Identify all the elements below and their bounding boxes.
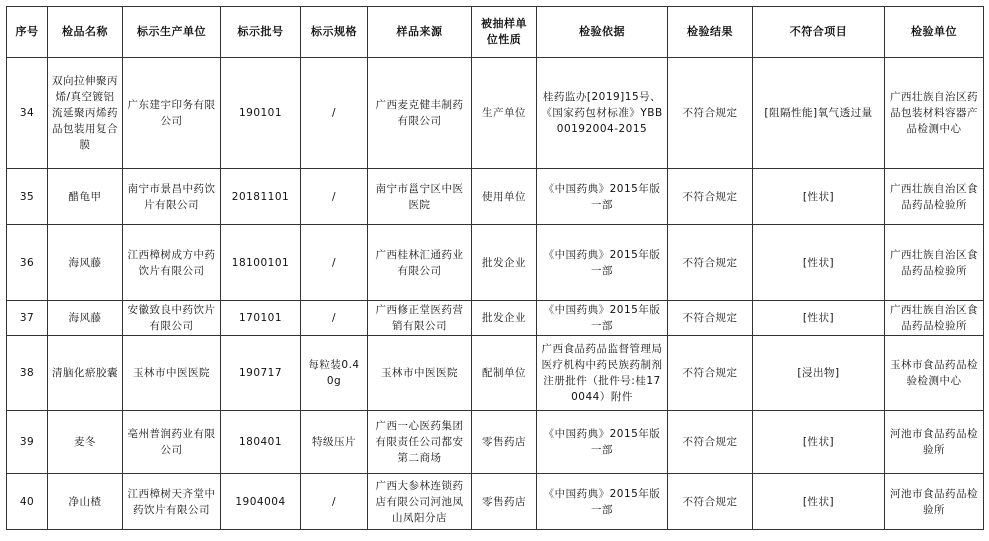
cell-col-result: 不符合规定: [668, 411, 753, 474]
table-row: [7, 225, 984, 301]
cell-col-product-name: 净山楂: [48, 474, 123, 530]
cell-col-index: 37: [7, 301, 48, 336]
cell-col-sampled-unit-type: 批发企业: [472, 225, 537, 301]
cell-col-manufacturer: 江西樟树成方中药饮片有限公司: [123, 225, 221, 301]
cell-col-batch: 170101: [221, 301, 301, 336]
cell-col-spec: /: [301, 58, 368, 169]
header-col-index: 序号: [7, 7, 48, 58]
cell-col-batch: 190717: [221, 336, 301, 411]
cell-col-batch: 1904004: [221, 474, 301, 530]
cell-col-sample-source: 广西一心医药集团有限责任公司都安第二商场: [368, 411, 472, 474]
header-col-sample-source: 样品来源: [368, 7, 472, 58]
cell-col-index: 39: [7, 411, 48, 474]
cell-col-index: 36: [7, 225, 48, 301]
header-col-result: 检验结果: [668, 7, 753, 58]
cell-col-sampled-unit-type: 批发企业: [472, 301, 537, 336]
cell-col-index: 34: [7, 58, 48, 169]
table-body: [7, 58, 984, 530]
cell-col-product-name: 麦冬: [48, 411, 123, 474]
cell-col-sample-source: 广西修正堂医药营销有限公司: [368, 301, 472, 336]
cell-col-product-name: 清脑化瘀胶囊: [48, 336, 123, 411]
cell-col-product-name: 海风藤: [48, 225, 123, 301]
cell-col-testing-unit: 广西壮族自治区食品药品检验所: [885, 169, 984, 225]
header-col-product-name: 检品名称: [48, 7, 123, 58]
cell-col-sample-source: 广西桂林汇通药业有限公司: [368, 225, 472, 301]
cell-col-nonconforming-item: [性状]: [753, 474, 885, 530]
header-col-manufacturer: 标示生产单位: [123, 7, 221, 58]
cell-col-sample-source: 广西麦克健丰制药有限公司: [368, 58, 472, 169]
cell-col-testing-unit: 广西壮族自治区食品药品检验所: [885, 301, 984, 336]
cell-col-testing-unit: 河池市食品药品检验所: [885, 474, 984, 530]
cell-col-spec: /: [301, 301, 368, 336]
header-col-testing-unit: 检验单位: [885, 7, 984, 58]
cell-col-result: 不符合规定: [668, 58, 753, 169]
cell-col-basis: 桂药监办[2019]15号、《国家药包材标准》YBB00192004-2015: [537, 58, 668, 169]
header-col-nonconforming-item: 不符合项目: [753, 7, 885, 58]
cell-col-manufacturer: 江西樟树天齐堂中药饮片有限公司: [123, 474, 221, 530]
cell-col-sampled-unit-type: 零售药店: [472, 411, 537, 474]
cell-col-testing-unit: 河池市食品药品检验所: [885, 411, 984, 474]
cell-col-index: 38: [7, 336, 48, 411]
cell-col-sampled-unit-type: 零售药店: [472, 474, 537, 530]
header-col-sampled-unit-type: 被抽样单位性质: [472, 7, 537, 58]
cell-col-batch: 18100101: [221, 225, 301, 301]
header-col-batch: 标示批号: [221, 7, 301, 58]
table-header-row: [7, 7, 984, 58]
cell-col-testing-unit: 广西壮族自治区食品药品检验所: [885, 225, 984, 301]
cell-col-manufacturer: 南宁市景昌中药饮片有限公司: [123, 169, 221, 225]
cell-col-nonconforming-item: [性状]: [753, 301, 885, 336]
cell-col-spec: /: [301, 225, 368, 301]
cell-col-basis: 广西食品药品监督管理局医疗机构中药民族药制剂注册批件（批件号:桂170044）附件: [537, 336, 668, 411]
cell-col-batch: 180401: [221, 411, 301, 474]
table-row: [7, 336, 984, 411]
cell-col-manufacturer: 玉林市中医医院: [123, 336, 221, 411]
cell-col-product-name: 双向拉伸聚丙烯/真空镀铝流延聚丙烯药品包装用复合膜: [48, 58, 123, 169]
table-row: [7, 58, 984, 169]
cell-col-nonconforming-item: [浸出物]: [753, 336, 885, 411]
cell-col-nonconforming-item: [性状]: [753, 169, 885, 225]
cell-col-sampled-unit-type: 生产单位: [472, 58, 537, 169]
cell-col-result: 不符合规定: [668, 474, 753, 530]
cell-col-manufacturer: 安徽致良中药饮片有限公司: [123, 301, 221, 336]
cell-col-product-name: 海风藤: [48, 301, 123, 336]
cell-col-testing-unit: 玉林市食品药品检验检测中心: [885, 336, 984, 411]
cell-col-basis: 《中国药典》2015年版一部: [537, 169, 668, 225]
cell-col-testing-unit: 广西壮族自治区药品包装材料容器产品检测中心: [885, 58, 984, 169]
cell-col-spec: 特级压片: [301, 411, 368, 474]
cell-col-sample-source: 玉林市中医医院: [368, 336, 472, 411]
cell-col-result: 不符合规定: [668, 336, 753, 411]
cell-col-batch: 20181101: [221, 169, 301, 225]
table-row: [7, 169, 984, 225]
cell-col-manufacturer: 广东建宇印务有限公司: [123, 58, 221, 169]
cell-col-basis: 《中国药典》2015年版一部: [537, 301, 668, 336]
cell-col-result: 不符合规定: [668, 169, 753, 225]
cell-col-sample-source: 广西大参林连锁药店有限公司河池凤山凤阳分店: [368, 474, 472, 530]
cell-col-sample-source: 南宁市邕宁区中医医院: [368, 169, 472, 225]
cell-col-result: 不符合规定: [668, 225, 753, 301]
table-row: [7, 301, 984, 336]
header-col-basis: 检验依据: [537, 7, 668, 58]
cell-col-nonconforming-item: [阻隔性能]氧气透过量: [753, 58, 885, 169]
cell-col-basis: 《中国药典》2015年版一部: [537, 411, 668, 474]
cell-col-index: 40: [7, 474, 48, 530]
table-row: [7, 411, 984, 474]
cell-col-nonconforming-item: [性状]: [753, 411, 885, 474]
cell-col-spec: /: [301, 169, 368, 225]
header-col-spec: 标示规格: [301, 7, 368, 58]
cell-col-spec: 每粒装0.40g: [301, 336, 368, 411]
cell-col-sampled-unit-type: 配制单位: [472, 336, 537, 411]
cell-col-batch: 190101: [221, 58, 301, 169]
cell-col-basis: 《中国药典》2015年版一部: [537, 474, 668, 530]
cell-col-index: 35: [7, 169, 48, 225]
cell-col-nonconforming-item: [性状]: [753, 225, 885, 301]
inspection-results-table: [6, 6, 984, 530]
cell-col-result: 不符合规定: [668, 301, 753, 336]
cell-col-basis: 《中国药典》2015年版一部: [537, 225, 668, 301]
cell-col-sampled-unit-type: 使用单位: [472, 169, 537, 225]
table-row: [7, 474, 984, 530]
cell-col-spec: /: [301, 474, 368, 530]
cell-col-manufacturer: 亳州普润药业有限公司: [123, 411, 221, 474]
cell-col-product-name: 醋龟甲: [48, 169, 123, 225]
